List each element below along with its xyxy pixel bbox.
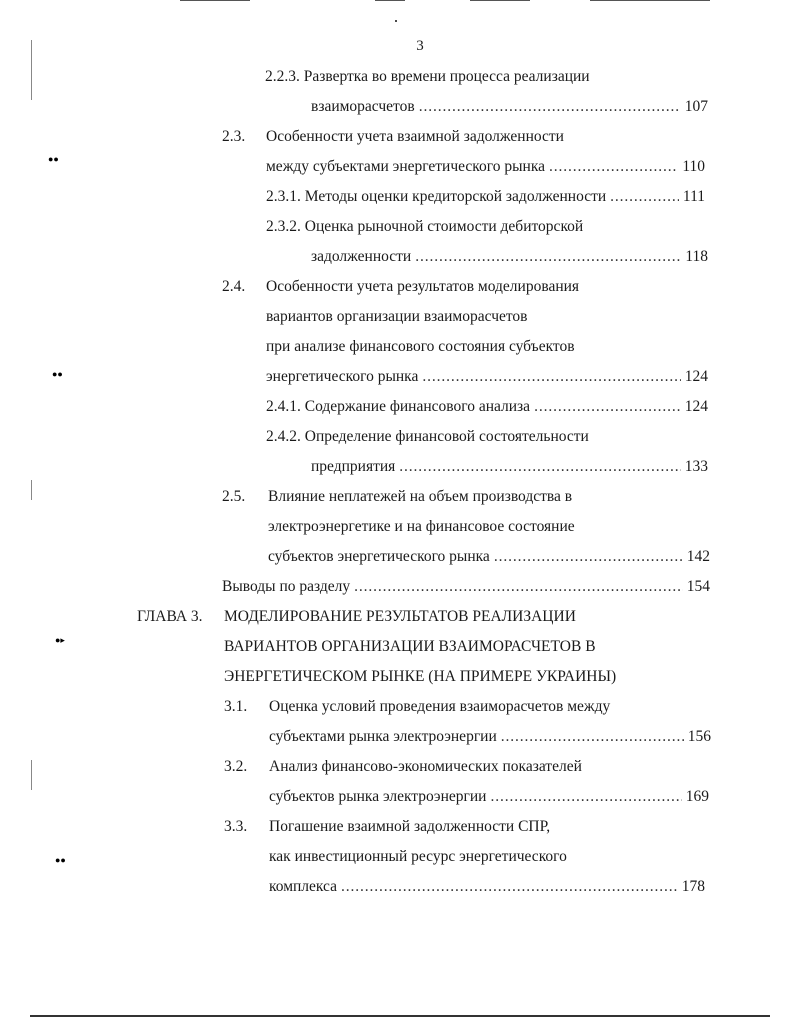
toc-page-number: 178 bbox=[681, 878, 705, 895]
toc-entry-2-5-line2: электроэнергетике и на финансовое состояние bbox=[268, 518, 575, 535]
page-number: 3 bbox=[416, 38, 424, 54]
toc-entry-2-2-3 bbox=[311, 92, 708, 122]
scan-artifact-top-line bbox=[375, 0, 405, 1]
toc-entry-title: Выводы по разделу bbox=[222, 578, 351, 595]
dot-leader bbox=[494, 542, 683, 572]
toc-entry-conclusions bbox=[222, 572, 710, 602]
toc-entry-2-4-2 bbox=[311, 452, 708, 482]
toc-entry-2-3-2 bbox=[311, 242, 708, 272]
dot-leader bbox=[490, 782, 681, 812]
toc-entry-title: 2.3.1. Методы оценки кредиторской задолженности bbox=[266, 188, 607, 205]
toc-entry-2-4 bbox=[266, 362, 708, 392]
toc-page-number: 107 bbox=[684, 98, 708, 115]
toc-entry-2-5 bbox=[268, 542, 710, 572]
toc-entry-3-2-line1: Анализ финансово-экономических показателей bbox=[269, 758, 582, 775]
punch-hole-mark: ●▸ bbox=[55, 635, 65, 645]
scan-artifact-top-line bbox=[470, 0, 530, 1]
toc-entry-title: субъектов энергетического рынка bbox=[268, 548, 490, 565]
toc-chapter-3-line3: ЭНЕРГЕТИЧЕСКОМ РЫНКЕ (НА ПРИМЕРЕ УКРАИНЫ) bbox=[224, 668, 617, 685]
toc-entry-title: предприятия bbox=[311, 458, 396, 475]
toc-page-number: 154 bbox=[686, 578, 710, 595]
toc-section-number: 2.5. bbox=[222, 488, 246, 505]
toc-entry-title: 2.4.1. Содержание финансового анализа bbox=[266, 398, 531, 415]
toc-chapter-3-line1: МОДЕЛИРОВАНИЕ РЕЗУЛЬТАТОВ РЕАЛИЗАЦИИ bbox=[224, 608, 576, 625]
toc-page-number: 156 bbox=[687, 728, 711, 745]
toc-page-number: 124 bbox=[684, 368, 708, 385]
toc-page-number: 133 bbox=[684, 458, 708, 475]
toc-section-number: 2.3. bbox=[222, 128, 246, 145]
scan-artifact-top-line bbox=[180, 0, 250, 1]
toc-entry-3-3 bbox=[269, 872, 705, 902]
toc-entry-2-3 bbox=[266, 152, 705, 182]
punch-hole-mark: ●● bbox=[48, 154, 59, 164]
toc-entry-2-4-line1: Особенности учета результатов моделирования bbox=[266, 278, 580, 295]
toc-section-number: 3.2. bbox=[224, 758, 248, 775]
toc-entry-2-5-line1: Влияние неплатежей на объем производства в bbox=[268, 488, 573, 505]
toc-entry-3-3-line1: Погашение взаимной задолженности СПР, bbox=[269, 818, 551, 835]
scan-artifact-top-line bbox=[590, 0, 710, 1]
toc-page-number: 124 bbox=[684, 398, 708, 415]
toc-entry-3-1 bbox=[269, 722, 711, 752]
toc-chapter-3-line2: ВАРИАНТОВ ОРГАНИЗАЦИИ ВЗАИМОРАСЧЕТОВ В bbox=[224, 638, 596, 655]
toc-entry-title: субъектами рынка электроэнергии bbox=[269, 728, 497, 745]
toc-entry-title: взаиморасчетов bbox=[311, 98, 415, 115]
toc-entry-2-4-line3: при анализе финансового состояния субъектов bbox=[266, 338, 575, 355]
dot-leader bbox=[534, 392, 681, 422]
punch-hole-mark: ●● bbox=[55, 855, 66, 865]
toc-entry-title: между субъектами энергетического рынка bbox=[266, 158, 546, 175]
punch-hole-mark: ●● bbox=[52, 369, 63, 379]
toc-section-number: 3.1. bbox=[224, 698, 248, 715]
toc-page-number: 142 bbox=[686, 548, 710, 565]
toc-entry-2-4-2-line1: 2.4.2. Определение финансовой состоятельности bbox=[266, 428, 589, 445]
dot-leader bbox=[501, 722, 684, 752]
toc-chapter-number: ГЛАВА 3. bbox=[137, 608, 203, 625]
toc-page-number: 118 bbox=[685, 248, 708, 265]
dot-leader bbox=[419, 92, 681, 122]
toc-entry-2-2-3-line1: 2.2.3. Развертка во времени процесса реализации bbox=[265, 68, 590, 85]
toc-entry-2-4-1 bbox=[266, 392, 708, 422]
toc-entry-3-3-line2: как инвестиционный ресурс энергетического bbox=[269, 848, 567, 865]
dot-leader bbox=[399, 452, 680, 482]
scan-artifact-left-edge bbox=[31, 760, 32, 790]
toc-section-number: 2.4. bbox=[222, 278, 246, 295]
toc-entry-3-2 bbox=[269, 782, 709, 812]
dot-leader bbox=[354, 572, 683, 602]
dot-leader bbox=[341, 872, 678, 902]
scan-artifact-left-edge bbox=[31, 480, 32, 500]
dot-leader bbox=[549, 152, 678, 182]
toc-entry-2-4-line2: вариантов организации взаиморасчетов bbox=[266, 308, 528, 325]
scan-speck bbox=[395, 20, 397, 22]
toc-entry-title: энергетического рынка bbox=[266, 368, 419, 385]
toc-entry-3-1-line1: Оценка условий проведения взаиморасчетов между bbox=[269, 698, 611, 715]
toc-entry-2-3-1 bbox=[266, 182, 705, 212]
toc-page-number: 110 bbox=[682, 158, 705, 175]
toc-section-number: 3.3. bbox=[224, 818, 248, 835]
dot-leader bbox=[610, 182, 679, 212]
dot-leader bbox=[422, 362, 680, 392]
scan-artifact-bottom-rule bbox=[30, 1015, 770, 1017]
toc-entry-title: комплекса bbox=[269, 878, 338, 895]
dot-leader bbox=[415, 242, 681, 272]
toc-entry-2-3-2-line1: 2.3.2. Оценка рыночной стоимости дебиторской bbox=[266, 218, 584, 235]
toc-page-number: 169 bbox=[685, 788, 709, 805]
toc-entry-title: задолженности bbox=[311, 248, 412, 265]
toc-page-number: 111 bbox=[682, 188, 705, 205]
toc-entry-title: субъектов рынка электроэнергии bbox=[269, 788, 487, 805]
toc-entry-2-3-line1: Особенности учета взаимной задолженности bbox=[266, 128, 564, 145]
